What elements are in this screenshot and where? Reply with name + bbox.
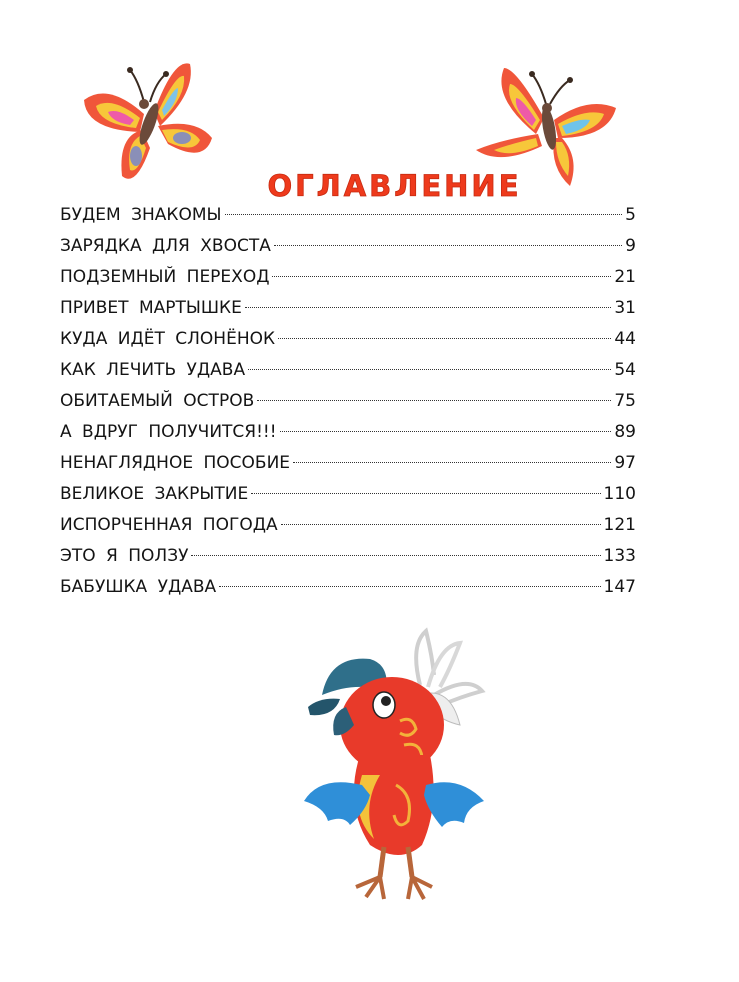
toc-entry-page-number: 121 — [603, 515, 636, 535]
toc-entry[interactable] — [60, 572, 636, 603]
toc-leader-dots — [245, 307, 611, 308]
toc-entry-page-number: 9 — [625, 236, 636, 256]
toc-entry-title: ИСПОРЧЕННАЯ ПОГОДА — [60, 515, 278, 535]
toc-entry-page-number: 31 — [614, 298, 636, 318]
toc-entry[interactable] — [60, 448, 636, 479]
toc-entry[interactable] — [60, 541, 636, 572]
toc-entry[interactable] — [60, 262, 636, 293]
toc-entry-title: ЗАРЯДКА ДЛЯ ХВОСТА — [60, 236, 271, 256]
toc-entry-title: КАК ЛЕЧИТЬ УДАВА — [60, 360, 246, 380]
toc-entry-page-number: 147 — [603, 577, 636, 597]
toc-entry-page-number: 133 — [603, 546, 636, 566]
toc-entry-title: ВЕЛИКОЕ ЗАКРЫТИЕ — [60, 484, 249, 504]
table-of-contents — [60, 200, 636, 603]
toc-leader-dots — [257, 400, 611, 401]
toc-entry-title: БУДЕМ ЗНАКОМЫ — [60, 205, 222, 225]
toc-entry-page-number: 21 — [614, 267, 636, 287]
toc-entry-title: А ВДРУГ ПОЛУЧИТСЯ!!! — [60, 422, 277, 442]
toc-leader-dots — [225, 214, 623, 215]
toc-entry[interactable] — [60, 417, 636, 448]
toc-entry-title: БАБУШКА УДАВА — [60, 577, 217, 597]
toc-entry-page-number: 75 — [614, 391, 636, 411]
toc-entry-title: КУДА ИДЁТ СЛОНЁНОК — [60, 329, 276, 349]
toc-entry[interactable] — [60, 324, 636, 355]
toc-entry-title: НЕНАГЛЯДНОЕ ПОСОБИЕ — [60, 453, 291, 473]
toc-entry[interactable] — [60, 479, 636, 510]
toc-leader-dots — [274, 245, 622, 246]
toc-leader-dots — [272, 276, 611, 277]
toc-entry-page-number: 44 — [614, 329, 636, 349]
toc-entry-page-number: 5 — [625, 205, 636, 225]
toc-entry[interactable] — [60, 510, 636, 541]
toc-entry[interactable] — [60, 200, 636, 231]
toc-entry[interactable] — [60, 293, 636, 324]
toc-entry-title: ПОДЗЕМНЫЙ ПЕРЕХОД — [60, 267, 270, 287]
toc-leader-dots — [293, 462, 611, 463]
toc-entry-page-number: 97 — [614, 453, 636, 473]
toc-leader-dots — [191, 555, 600, 556]
toc-leader-dots — [219, 586, 600, 587]
toc-entry[interactable] — [60, 231, 636, 262]
toc-entry[interactable] — [60, 386, 636, 417]
toc-entry-title: ОБИТАЕМЫЙ ОСТРОВ — [60, 391, 255, 411]
toc-leader-dots — [280, 431, 612, 432]
toc-entry-title: ПРИВЕТ МАРТЫШКЕ — [60, 298, 242, 318]
parrot-illustration — [300, 625, 490, 905]
toc-entry-title: ЭТО Я ПОЛЗУ — [60, 546, 189, 566]
toc-entry[interactable] — [60, 355, 636, 386]
toc-leader-dots — [248, 369, 611, 370]
toc-leader-dots — [281, 524, 601, 525]
page-title: ОГЛАВЛЕНИЕ — [267, 169, 522, 203]
toc-leader-dots — [278, 338, 611, 339]
toc-entry-page-number: 89 — [614, 422, 636, 442]
toc-entry-page-number: 54 — [614, 360, 636, 380]
toc-leader-dots — [251, 493, 600, 494]
toc-entry-page-number: 110 — [603, 484, 636, 504]
